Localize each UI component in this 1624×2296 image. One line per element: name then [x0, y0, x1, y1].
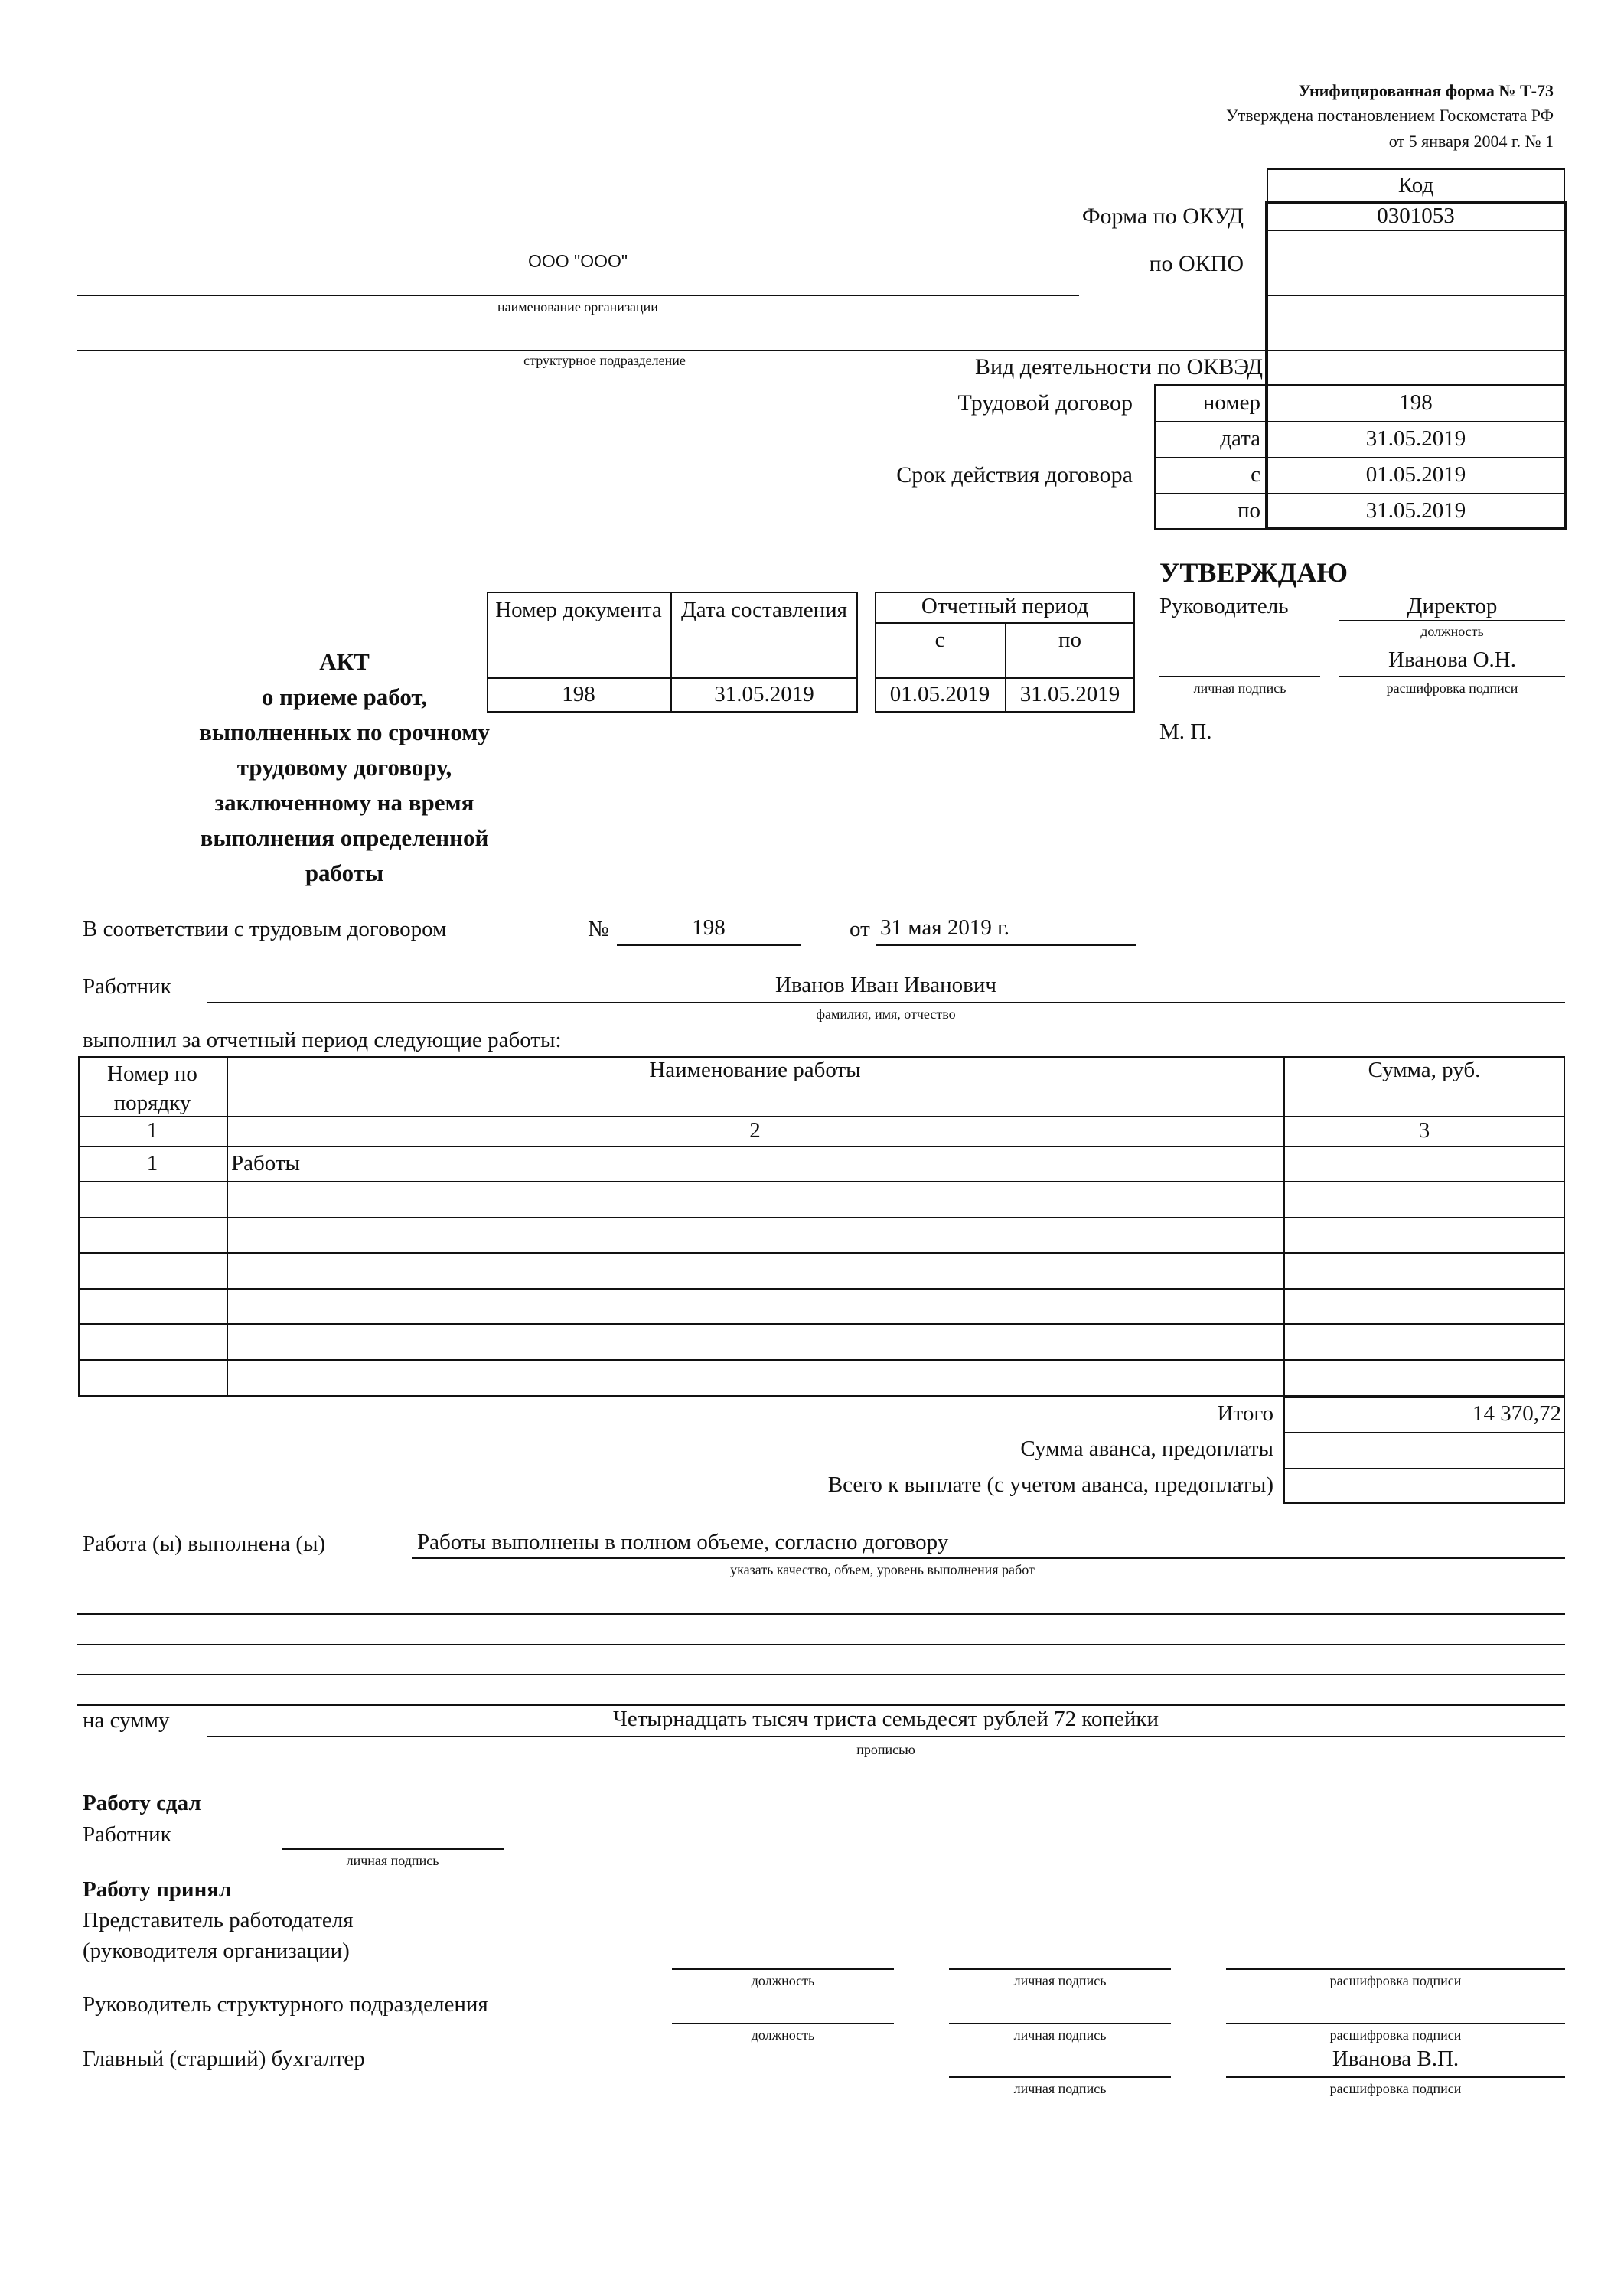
- employer-rep-line1: Представитель работодателя: [83, 1908, 354, 1932]
- amount-value: Четырнадцать тысяч триста семьдесят рублей 72 копейки: [612, 1707, 1159, 1731]
- approval-name-caption: расшифровка подписи: [1386, 680, 1518, 696]
- basis-date: 31 мая 2019 г.: [880, 915, 1009, 940]
- contract-to-label: по: [1237, 498, 1260, 523]
- approval-stamp: М. П.: [1159, 719, 1212, 744]
- approval-signature-caption: личная подпись: [1193, 680, 1286, 696]
- contract-number-label: номер: [1202, 390, 1260, 415]
- subdivision-name-caption: расшифровка подписи: [1329, 2027, 1462, 2043]
- contract-term-label: Срок действия договора: [896, 462, 1133, 488]
- contract-number: 198: [1399, 390, 1433, 415]
- title-line-4: трудовому договору,: [236, 754, 452, 781]
- worker-name: Иванов Иван Иванович: [775, 973, 996, 997]
- table-row-1-name: Работы: [231, 1151, 301, 1176]
- basis-date-prefix: от: [850, 917, 870, 941]
- okpo-label: по ОКПО: [1149, 251, 1244, 276]
- form-approved-by: Утверждена постановлением Госкомстата РФ: [1226, 106, 1554, 125]
- works-table: [78, 1056, 1565, 1397]
- okud-value: 0301053: [1377, 204, 1455, 228]
- form-name: Унифицированная форма № Т-73: [1298, 81, 1554, 100]
- title-line-5: заключенному на время: [214, 789, 474, 816]
- accountant-name: Иванова В.П.: [1332, 2047, 1459, 2071]
- total-label: Итого: [1217, 1401, 1273, 1426]
- doc-number: 198: [562, 682, 595, 706]
- title-line-3: выполненных по срочному: [199, 719, 490, 745]
- works-col1-header: Номер по порядку: [107, 1062, 197, 1115]
- works-col3-header: Сумма, руб.: [1368, 1058, 1481, 1082]
- period-from: 01.05.2019: [889, 682, 990, 706]
- code-header-label: Код: [1397, 173, 1434, 197]
- period-from-label: с: [934, 628, 945, 652]
- accountant-name-caption: расшифровка подписи: [1329, 2081, 1462, 2096]
- subdivision-position-caption: должность: [751, 2027, 815, 2043]
- contract-date: 31.05.2019: [1365, 426, 1466, 451]
- employer-position-caption: должность: [751, 1973, 815, 1988]
- works-col1-num: 1: [146, 1118, 158, 1143]
- organization-name: ООО "ООО": [527, 251, 628, 271]
- quality-caption: указать качество, объем, уровень выполнения работ: [730, 1562, 1035, 1577]
- amount-label: на сумму: [83, 1708, 170, 1733]
- doc-number-header: Номер документа: [495, 598, 662, 622]
- basis-text: В соответствии с трудовым договором: [83, 917, 447, 941]
- employer-name-caption: расшифровка подписи: [1329, 1973, 1462, 1988]
- works-col3-num: 3: [1418, 1118, 1430, 1143]
- contract-date-label: дата: [1220, 426, 1260, 451]
- subdivision-caption: структурное подразделение: [523, 353, 686, 368]
- handed-signature-caption: личная подпись: [346, 1853, 439, 1868]
- approval-head-label: Руководитель: [1159, 594, 1289, 618]
- works-col2-header: Наименование работы: [649, 1058, 861, 1082]
- organization-name-caption: наименование организации: [497, 299, 658, 315]
- subdivision-signature-caption: личная подпись: [1013, 2027, 1107, 2043]
- period-to: 31.05.2019: [1019, 682, 1120, 706]
- title-line-2: о приеме работ,: [261, 683, 428, 710]
- employer-signature-caption: личная подпись: [1013, 1973, 1107, 1988]
- contract-from: 01.05.2019: [1365, 462, 1466, 487]
- doc-date: 31.05.2019: [714, 682, 814, 706]
- amount-caption: прописью: [856, 1742, 915, 1757]
- works-col2-num: 2: [749, 1118, 761, 1143]
- advance-label: Сумма аванса, предоплаты: [1020, 1437, 1273, 1461]
- approval-name: Иванова О.Н.: [1388, 647, 1516, 672]
- title-line-7: работы: [305, 859, 384, 886]
- total-value: 14 370,72: [1472, 1401, 1561, 1426]
- period-to-label: по: [1058, 628, 1082, 652]
- approval-position: Директор: [1407, 594, 1498, 618]
- approval-heading: УТВЕРЖДАЮ: [1159, 557, 1348, 588]
- okud-label: Форма по ОКУД: [1081, 204, 1244, 229]
- handed-worker-label: Работник: [83, 1822, 171, 1847]
- title-line-1: АКТ: [319, 648, 370, 675]
- subdivision-head-label: Руководитель структурного подразделения: [83, 1992, 488, 2017]
- handed-heading: Работу сдал: [83, 1791, 201, 1815]
- quality-label: Работа (ы) выполнена (ы): [83, 1531, 326, 1556]
- okved-label: Вид деятельности по ОКВЭД: [974, 354, 1263, 380]
- basis-number: 198: [692, 915, 726, 940]
- title-line-6: выполнения определенной: [200, 824, 489, 851]
- contract-to: 31.05.2019: [1365, 498, 1466, 523]
- accountant-signature-caption: личная подпись: [1013, 2081, 1107, 2096]
- quality-value: Работы выполнены в полном объеме, согласно договору: [417, 1530, 949, 1554]
- worker-name-caption: фамилия, имя, отчество: [816, 1006, 956, 1022]
- worker-label: Работник: [83, 974, 171, 999]
- basis-number-sign: №: [588, 917, 609, 941]
- form-approved-date: от 5 января 2004 г. № 1: [1388, 132, 1554, 151]
- worker-performed: выполнил за отчетный период следующие работы:: [83, 1028, 562, 1052]
- employer-rep-line2: (руководителя организации): [83, 1939, 350, 1963]
- doc-date-header: Дата составления: [681, 598, 847, 622]
- contract-label: Трудовой договор: [957, 390, 1133, 416]
- payable-label: Всего к выплате (с учетом аванса, предоплаты): [827, 1473, 1273, 1497]
- contract-from-label: с: [1251, 462, 1260, 487]
- accepted-heading: Работу принял: [83, 1877, 232, 1902]
- table-row-1-number: 1: [146, 1151, 158, 1176]
- chief-accountant-label: Главный (старший) бухгалтер: [83, 2047, 365, 2071]
- period-header: Отчетный период: [921, 594, 1089, 618]
- approval-position-caption: должность: [1420, 624, 1484, 639]
- document-title: [153, 644, 536, 891]
